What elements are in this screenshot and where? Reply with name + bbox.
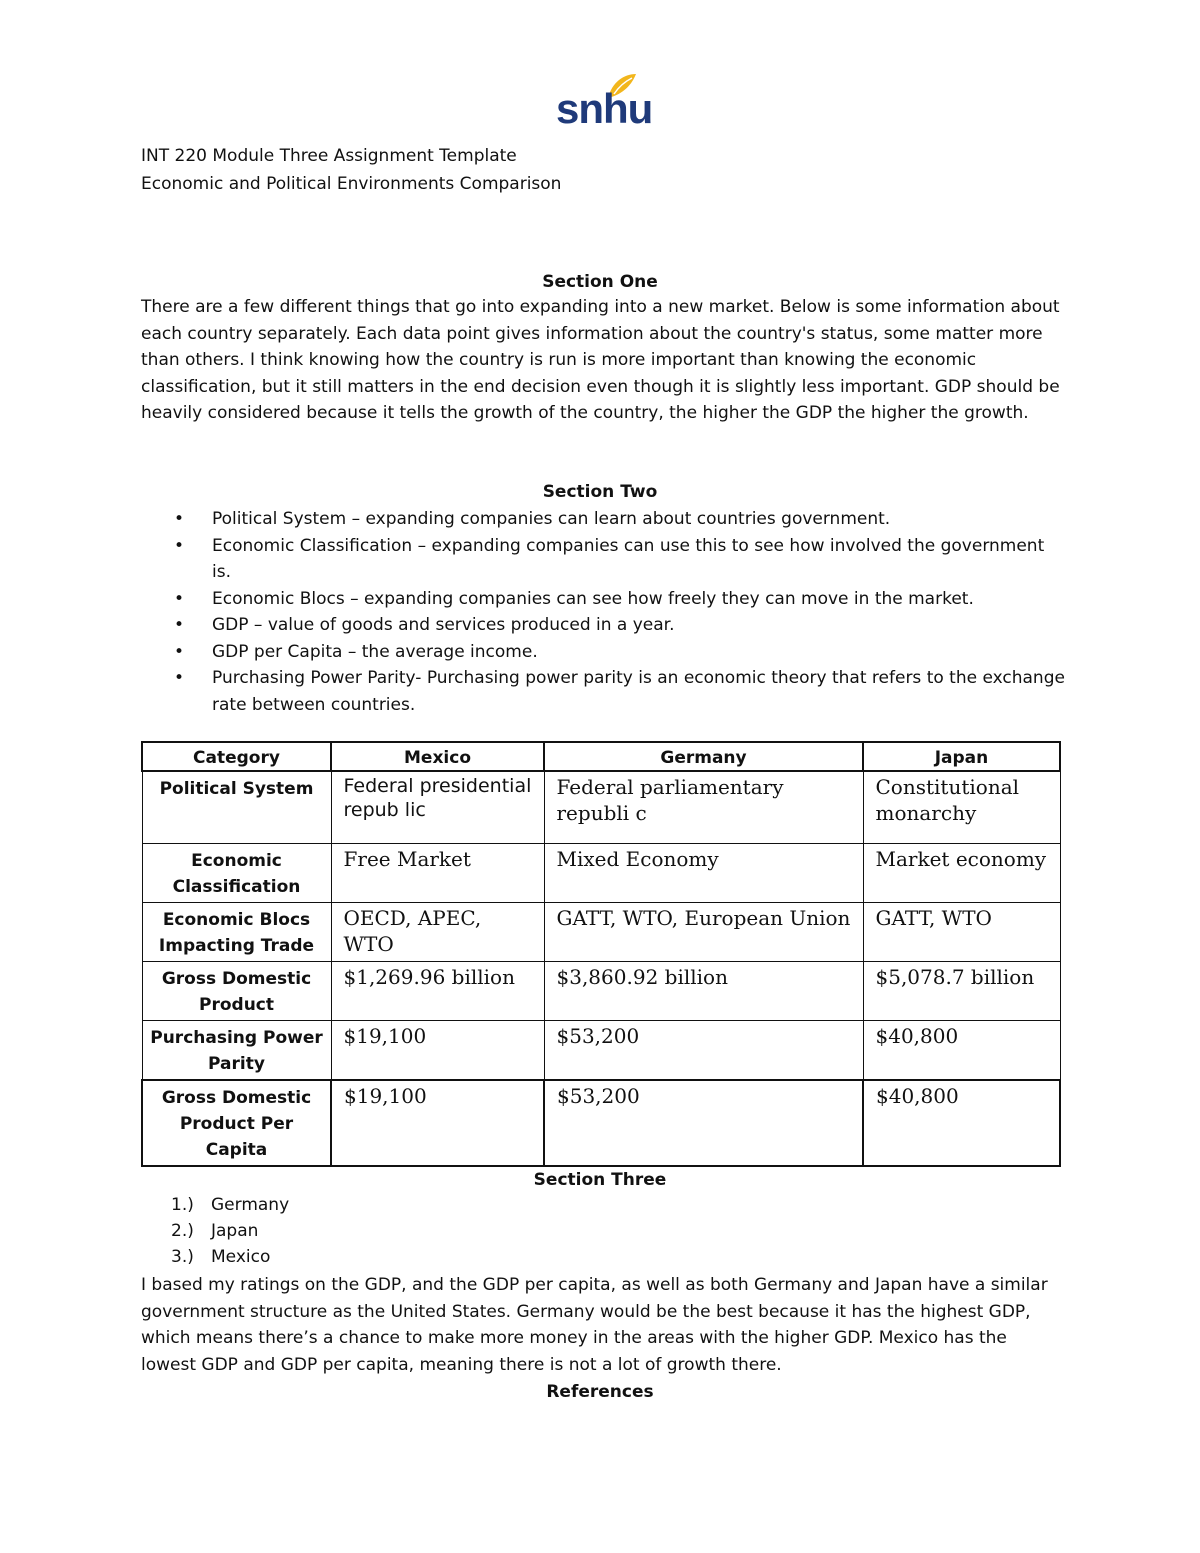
logo-wordmark: snhu	[556, 85, 653, 132]
header-category: Category	[142, 742, 331, 771]
rank-country: Japan	[211, 1221, 259, 1241]
cell-mexico: Free Market	[331, 843, 544, 902]
rank-number: 1.)	[171, 1195, 194, 1215]
references-title: References	[546, 1382, 654, 1402]
snhu-logo	[552, 72, 653, 136]
list-item: • Purchasing Power Parity- Purchasing power parity is an economic theory that refers to the exchange rate between countries.	[141, 665, 1066, 718]
row-category: Political System	[142, 771, 331, 843]
section-two-title: Section Two	[542, 482, 658, 502]
row-category: Gross Domestic Product Per Capita	[142, 1080, 331, 1166]
cell-japan: $40,800	[863, 1080, 1060, 1166]
bullet-icon: •	[174, 641, 185, 662]
rank-number: 3.)	[171, 1247, 194, 1267]
section-one-title: Section One	[542, 272, 658, 292]
rank-number: 2.)	[171, 1221, 194, 1241]
table-row	[142, 961, 1060, 1020]
header-germany: Germany	[544, 742, 863, 771]
list-item: • GDP – value of goods and services produced in a year.	[141, 612, 1066, 639]
document-subtitle: Economic and Political Environments Comparison	[141, 174, 562, 194]
table-header-row	[142, 742, 1060, 771]
course-title: INT 220 Module Three Assignment Template	[141, 146, 517, 166]
ranking-list	[141, 1192, 289, 1270]
section-two-bullet-list	[141, 506, 1066, 718]
row-category: Economic Blocs Impacting Trade	[142, 902, 331, 961]
list-item	[141, 1244, 289, 1270]
rank-country: Mexico	[211, 1247, 271, 1267]
header-japan: Japan	[863, 742, 1060, 771]
row-category: Economic Classification	[142, 843, 331, 902]
bullet-icon: •	[174, 615, 185, 635]
cell-japan: $40,800	[863, 1020, 1060, 1080]
cell-mexico: $19,100	[331, 1020, 544, 1080]
row-category: Gross Domestic Product	[142, 961, 331, 1020]
table-row	[142, 771, 1060, 843]
section-three-body: I based my ratings on the GDP, and the GDP per capita, as well as both Germany and Japan have a similar government structure as the United States. Germany would be the best because it has the highest GDP, which means there’s a chance to make more money in the areas with the higher GDP. Mexico has the lowest GDP and GDP per capita, meaning there is not a lot of growth there.	[141, 1275, 1048, 1375]
table-row	[142, 1020, 1060, 1080]
rank-country: Germany	[211, 1195, 290, 1215]
cell-germany: $53,200	[544, 1080, 863, 1166]
list-item: • GDP per Capita – the average income.	[141, 639, 1066, 666]
cell-mexico: OECD, APEC, WTO	[331, 902, 544, 961]
list-item: • Economic Blocs – expanding companies can see how freely they can move in the market.	[141, 586, 1066, 613]
bullet-icon: •	[174, 535, 185, 556]
list-item: • Economic Classification – expanding companies can use this to see how involved the government is.	[141, 533, 1066, 586]
table-row	[142, 902, 1060, 961]
table-row	[142, 843, 1060, 902]
list-item	[141, 1192, 289, 1218]
cell-mexico: $19,100	[331, 1080, 544, 1166]
table-row	[142, 1080, 1060, 1166]
list-item: • Political System – expanding companies can learn about countries government.	[141, 506, 1066, 533]
row-category: Purchasing Power Parity	[142, 1020, 331, 1080]
section-one-body: There are a few different things that go into expanding into a new market. Below is some information about each country separately. Each data point gives information about the country's status, some matter more than others. I think knowing how the country is run is more important than knowing the economic classification, but it still matters in the end decision even though it is slightly less important. GDP should be heavily considered because it tells the growth of the country, the higher the GDP the higher the growth.	[141, 297, 1060, 423]
list-item	[141, 1218, 289, 1244]
cell-japan: $5,078.7 billion	[863, 961, 1060, 1020]
bullet-icon: •	[174, 509, 185, 529]
header-mexico: Mexico	[331, 742, 544, 771]
cell-japan: Constitutional monarchy	[863, 771, 1060, 843]
bullet-icon: •	[174, 668, 185, 688]
cell-germany: $53,200	[544, 1020, 863, 1080]
cell-japan: Market economy	[863, 843, 1060, 902]
comparison-table	[141, 741, 1061, 1167]
cell-mexico: $1,269.96 billion	[331, 961, 544, 1020]
cell-japan: GATT, WTO	[863, 902, 1060, 961]
bullet-icon: •	[174, 588, 185, 609]
section-three-title: Section Three	[533, 1170, 667, 1190]
cell-germany: GATT, WTO, European Union	[544, 902, 863, 961]
cell-germany: Mixed Economy	[544, 843, 863, 902]
cell-germany: $3,860.92 billion	[544, 961, 863, 1020]
cell-germany: Federal parliamentary republi c	[544, 771, 863, 843]
cell-mexico: Federal presidential repub lic	[331, 771, 544, 843]
